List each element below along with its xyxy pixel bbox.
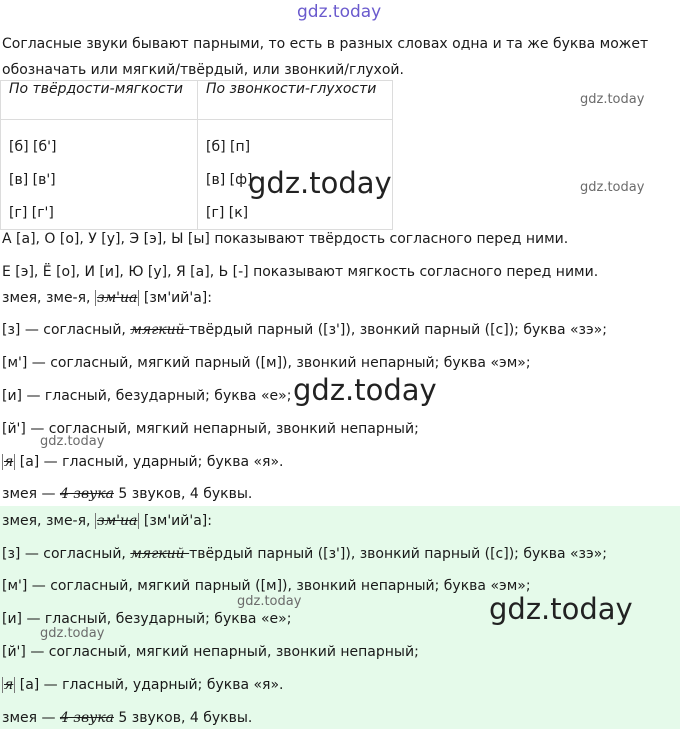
table-header-row <box>1 81 393 120</box>
word-line: змея, зме-я, зм'иа [зм'ий'а]: <box>2 513 212 529</box>
word-transcription-struck: зм'иа <box>96 513 138 529</box>
struck-word: мягкий <box>130 322 190 338</box>
table-header-hardness: По твёрдости-мягкости <box>1 81 198 120</box>
word-line <box>2 289 212 307</box>
word-transcription: [зм'ий'а]: <box>139 290 212 306</box>
rule-hard-vowels: А [а], О [о], У [у], Э [э], Ы [ы] показывают твёрдость согласного перед ними. <box>2 231 569 247</box>
sound-a-line: я [а] — гласный, ударный; буква «я». <box>4 677 284 693</box>
watermark-large: gdz.today <box>293 373 437 407</box>
sound-j-line: [й'] — согласный, мягкий непарный, звонкий непарный; <box>2 421 419 437</box>
table-cell-item: [б] [б'] <box>9 139 57 155</box>
struck-count: 4 звука <box>59 486 114 502</box>
total-line: змея — 4 звука 5 звуков, 4 буквы. <box>2 710 253 726</box>
word-transcription-struck: зм'иа <box>96 290 138 306</box>
table-cell-item: [г] [к] <box>206 205 249 221</box>
watermark-small: gdz.today <box>580 92 645 107</box>
intro-paragraph: Согласные звуки бывают парными, то есть в разных словах одна и та же буква может обозначать или мягкий/твёрдый, или звонкий/глухой. <box>2 36 649 78</box>
sound-i-line: [и] — гласный, безударный; буква «е»; <box>2 388 292 404</box>
rule-soft-vowels: Е [э], Ё [о], И [и], Ю [у], Я [а], Ь [-] показывают мягкость согласного перед ними. <box>2 264 599 280</box>
watermark-large: gdz.today <box>248 166 392 200</box>
table-cell-item: [в] [ф] <box>206 172 253 188</box>
consonant-pairs-table <box>0 80 393 230</box>
sound-m-line: [м'] — согласный, мягкий парный ([м]), звонкий непарный; буква «эм»; <box>2 578 531 594</box>
total-line: змея — 4 звука 5 звуков, 4 буквы. <box>2 486 253 502</box>
watermark-small: gdz.today <box>580 180 645 195</box>
site-logo[interactable]: gdz.today <box>297 2 382 22</box>
table-cell-item: [в] [в'] <box>9 172 56 188</box>
sound-a-line: я [а] — гласный, ударный; буква «я». <box>4 454 284 470</box>
sound-z-line: [з] — согласный, мягкий твёрдый парный ([з']), звонкий парный ([с]); буква «зэ»; <box>2 322 607 338</box>
table-cell-item: [б] [п] <box>206 139 251 155</box>
sound-j-line: [й'] — согласный, мягкий непарный, звонкий непарный; <box>2 644 419 660</box>
struck-count: 4 звука <box>59 710 114 726</box>
watermark-small: gdz.today <box>40 626 105 641</box>
sound-z-line: [з] — согласный, мягкий твёрдый парный ([з']), звонкий парный ([с]); буква «зэ»; <box>2 546 607 562</box>
table-cell-hardness <box>1 120 198 230</box>
watermark-large: gdz.today <box>489 592 633 626</box>
struck-word: мягкий <box>130 546 190 562</box>
letter-struck: я <box>4 677 14 693</box>
watermark-small: gdz.today <box>237 594 302 609</box>
letter-struck: я <box>4 454 14 470</box>
word-syllables: змея, зме-я, <box>2 290 95 306</box>
table-cell-item: [г] [г'] <box>9 205 54 221</box>
sound-m-line: [м'] — согласный, мягкий парный ([м]), звонкий непарный; буква «эм»; <box>2 355 531 371</box>
watermark-small: gdz.today <box>40 434 105 449</box>
sound-i-line: [и] — гласный, безударный; буква «е»; <box>2 611 292 627</box>
table-header-voicing: По звонкости-глухости <box>198 81 393 120</box>
